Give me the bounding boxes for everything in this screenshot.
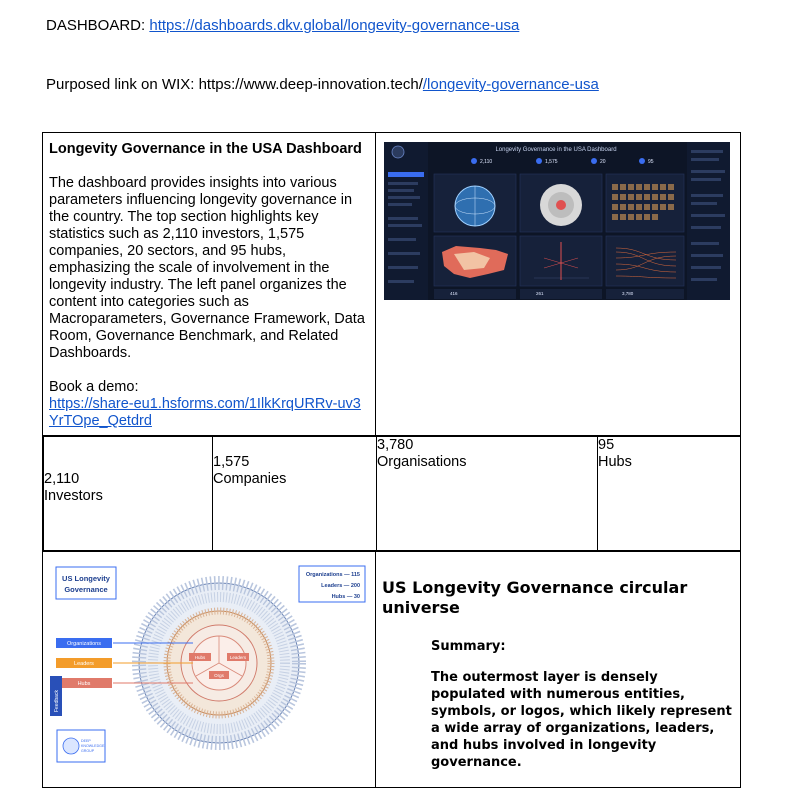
wix-label: Purposed link on WIX: https://www.deep-innovation.tech/	[46, 76, 423, 93]
dashboard-screenshot	[384, 142, 730, 300]
svg-text:1,575: 1,575	[545, 159, 558, 165]
stat-hubs	[598, 437, 741, 551]
svg-text:95: 95	[648, 159, 654, 165]
universe-title: US Longevity Governance circular universe	[382, 578, 688, 617]
stats-table	[43, 436, 740, 551]
dashboard-line	[46, 17, 519, 34]
svg-text:Orgs: Orgs	[214, 673, 224, 678]
svg-text:Leaders — 200: Leaders — 200	[321, 583, 360, 589]
svg-text:Organizations — 115: Organizations — 115	[305, 572, 360, 578]
intro-description: The dashboard provides insights into various parameters influencing longevity governance in the country. The top section highlights key statistics such as 2,110 investors, 1,575 companies, 20 sectors, and 95 hubs, emphasizing the scale of involvement in the longevity industry. The left panel organizes the content into categories such as Macroparameters, Governance Framework, Data Room, Governance Benchmark, and Related Dashboards.	[49, 175, 365, 361]
universe-figure	[43, 552, 376, 782]
svg-text:261: 261	[536, 291, 544, 296]
svg-text:US Longevity: US Longevity	[62, 574, 110, 583]
svg-text:Governance: Governance	[64, 585, 108, 594]
dashboard-preview-graphic	[384, 142, 730, 300]
demo-link[interactable]: https://share-eu1.hsforms.com/1IlkKrqURRv-uv3YrTOpe_Qetdrd	[49, 396, 361, 429]
stat-value: 95	[598, 437, 615, 453]
stat-value: 1,575	[213, 454, 250, 470]
stat-value: 3,780	[377, 437, 414, 453]
svg-text:416: 416	[450, 291, 458, 296]
stat-companies	[213, 437, 377, 551]
dashboard-link[interactable]: https://dashboards.dkv.global/longevity-governance-usa	[149, 17, 520, 34]
summary-text: The outermost layer is densely populated with numerous entities, symbols, or logos, which likely represent a wide array of organizations, leaders, and hubs involved in longevity governance.	[431, 670, 732, 770]
intro-cell	[43, 133, 376, 436]
svg-text:Longevity Governance in the US: Longevity Governance in the USA Dashboard	[495, 147, 617, 153]
svg-text:GROUP: GROUP	[81, 749, 95, 753]
svg-text:20: 20	[600, 159, 606, 165]
logo-icon	[392, 146, 404, 158]
svg-text:Hubs: Hubs	[194, 655, 206, 660]
svg-text:Leaders: Leaders	[74, 661, 94, 667]
wix-link[interactable]: /longevity-governance-usa	[422, 76, 599, 93]
universe-image-cell	[43, 552, 376, 788]
universe-text-cell	[376, 552, 741, 788]
intro-title: Longevity Governance in the USA Dashboard	[49, 141, 362, 157]
stat-label: Companies	[213, 471, 287, 487]
svg-text:Hubs — 30: Hubs — 30	[331, 594, 360, 600]
preview-cell	[376, 133, 741, 436]
svg-text:Leaders: Leaders	[229, 655, 247, 660]
summary-label: Summary:	[431, 639, 506, 654]
svg-text:3,780: 3,780	[622, 291, 634, 296]
stat-organisations	[377, 437, 598, 551]
svg-text:DEEP: DEEP	[81, 739, 91, 743]
stat-label: Hubs	[598, 454, 632, 470]
stat-label: Investors	[44, 488, 103, 504]
svg-text:Feedback: Feedback	[54, 690, 60, 712]
stat-label: Organisations	[377, 454, 467, 470]
svg-text:KNOWLEDGE: KNOWLEDGE	[81, 744, 105, 748]
dashboard-label: DASHBOARD:	[46, 17, 150, 34]
wix-line	[46, 76, 599, 93]
svg-text:2,110: 2,110	[480, 159, 493, 165]
stats-cell	[43, 436, 741, 552]
stat-investors	[44, 437, 213, 551]
svg-text:Hubs: Hubs	[77, 681, 91, 687]
content-table	[42, 132, 741, 788]
demo-label: Book a demo:	[49, 379, 139, 395]
svg-text:Organizations: Organizations	[67, 641, 101, 647]
stat-value: 2,110	[44, 471, 80, 487]
